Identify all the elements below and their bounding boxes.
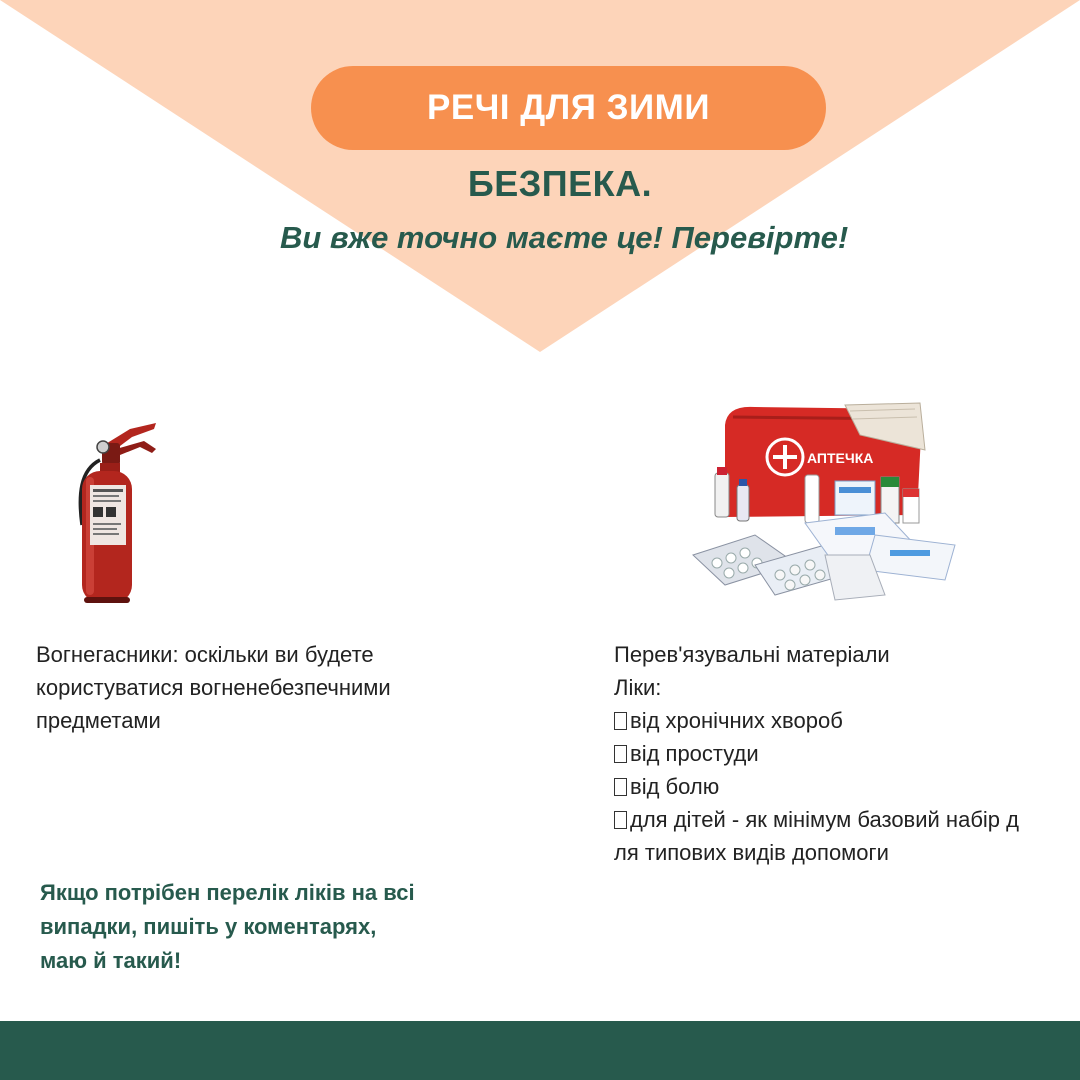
cta-line: Якщо потрібен перелік ліків на всі	[40, 880, 415, 905]
list-item	[614, 770, 1069, 803]
empty-box-icon	[614, 778, 627, 796]
first-aid-list	[614, 638, 1069, 869]
list-item	[614, 638, 1069, 671]
list-item-text: для дітей - як мінімум базовий набір д	[630, 807, 1019, 832]
extinguisher-line: предметами	[36, 708, 161, 733]
call-to-action	[40, 876, 480, 978]
list-item-text: від простуди	[630, 741, 759, 766]
list-item	[614, 704, 1069, 737]
list-item-text: від болю	[630, 774, 720, 799]
list-item-text: Перев'язувальні матеріали	[614, 642, 890, 667]
list-item	[614, 671, 1069, 704]
kit-label: АПТЕЧКА	[807, 450, 874, 466]
extinguisher-line: користуватися вогненебезпечними	[36, 675, 391, 700]
empty-box-icon	[614, 811, 627, 829]
list-item	[614, 737, 1069, 770]
cta-line: випадки, пишіть у коментарях,	[40, 914, 377, 939]
fire-extinguisher-icon	[70, 415, 170, 610]
category-pill	[311, 66, 826, 150]
page-subtitle: Ви вже точно маєте це! Перевірте!	[280, 220, 849, 255]
list-item	[614, 836, 1069, 869]
empty-box-icon	[614, 712, 627, 730]
page-title: БЕЗПЕКА.	[467, 163, 653, 204]
extinguisher-description	[36, 638, 496, 737]
list-item-text: ля типових видів допомоги	[614, 840, 889, 865]
cta-line: маю й такий!	[40, 948, 182, 973]
footer-bar	[0, 1021, 1080, 1080]
first-aid-kit-icon	[685, 395, 970, 610]
category-pill-label: РЕЧІ ДЛЯ ЗИМИ	[427, 88, 710, 127]
list-item-text: від хронічних хвороб	[630, 708, 843, 733]
list-item	[614, 803, 1069, 836]
extinguisher-line: Вогнегасники: оскільки ви будете	[36, 642, 374, 667]
empty-box-icon	[614, 745, 627, 763]
list-item-text: Ліки:	[614, 675, 662, 700]
